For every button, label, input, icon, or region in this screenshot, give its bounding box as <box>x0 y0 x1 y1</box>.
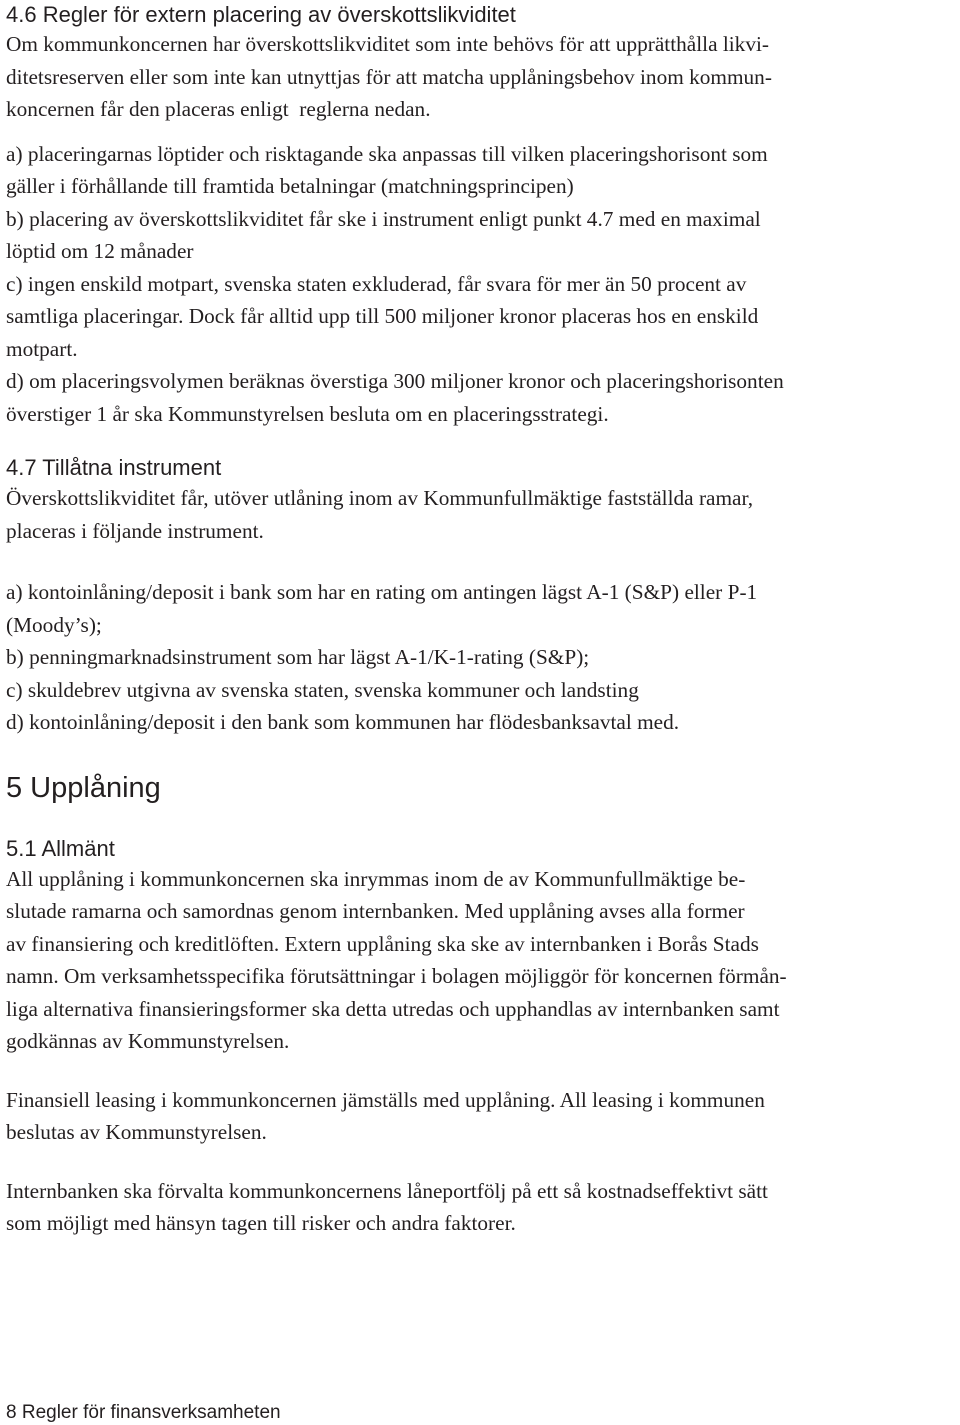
instrument-item-b: b) penningmarknadsinstrument som har lägst A-1/K-1-rating (S&P); <box>6 645 590 669</box>
instrument-item-d: d) kontoinlåning/deposit i den bank som kommunen har flödesbanksavtal med. <box>6 710 680 734</box>
section-heading-5: 5 Upplåning <box>6 771 161 804</box>
rule-a: a) placeringarnas löptider och risktagande ska anpassas till vilken placeringshorisont som gäller i förhållande till framtida betalningar (matchningsprincipen) <box>6 141 768 198</box>
general-paragraph-1: All upplåning i kommunkoncernen ska inrymmas inom de av Kommunfullmäktige be- slutade ramarna och samordnas genom internbanken. Med upplåning avses alla former av finansiering och kreditlöften. Extern upplåning ska ske av internbanken i Borås Stads namn. Om verksamhetsspecifika förutsättningar i bolagen möjliggör för koncernen förmån- liga alternativa finansieringsformer ska detta utredas och upphandlas av internbanken samt godkännas av Kommunstyrelsen. <box>6 866 787 1053</box>
section-heading-4-7: 4.7 Tillåtna instrument <box>6 455 222 480</box>
document-page <box>6 0 950 1240</box>
general-paragraph-2: Finansiell leasing i kommunkoncernen jämställs med upplåning. All leasing i kommunen beslutas av Kommunstyrelsen. <box>6 1087 765 1144</box>
instrument-item-a: a) kontoinlåning/deposit i bank som har en rating om antingen lägst A-1 (S&P) eller P-1 (Moody’s); <box>6 580 758 637</box>
section-intro-4-7: Överskottslikviditet får, utöver utlåning inom av Kommunfullmäktige fastställda ramar, placeras i följande instrument. <box>6 486 754 543</box>
section-heading-5-1: 5.1 Allmänt <box>6 835 115 861</box>
rule-b: b) placering av överskottslikviditet får ske i instrument enligt punkt 4.7 med en maximal löptid om 12 månader <box>6 206 761 263</box>
rule-c: c) ingen enskild motpart, svenska staten exkluderad, får svara för mer än 50 procent av samtliga placeringar. Dock får alltid upp till 500 miljoner kronor placeras hos en enskild motpart. <box>6 271 759 361</box>
page-footer: 8 Regler för finansverksamheten <box>6 1402 281 1423</box>
instrument-item-c: c) skuldebrev utgivna av svenska staten, svenska kommuner och landsting <box>6 677 639 702</box>
section-heading-4-6: 4.6 Regler för extern placering av överskottslikviditet <box>6 2 516 27</box>
general-paragraph-3: Internbanken ska förvalta kommunkoncernens låneportfölj på ett så kostnadseffektivt sätt som möjligt med hänsyn tagen till risker och andra faktorer. <box>6 1178 768 1235</box>
rule-d: d) om placeringsvolymen beräknas överstiga 300 miljoner kronor och placeringshorisonten överstiger 1 år ska Kommunstyrelsen besluta om en placeringsstrategi. <box>6 369 784 426</box>
section-intro-4-6: Om kommunkoncernen har överskottslikviditet som inte behövs för att upprätthålla likvi- ditetsreserven eller som inte kan utnyttjas för att matcha upplåningsbehov inom kommun- koncernen får den placeras enligt reglerna nedan. <box>6 32 772 121</box>
